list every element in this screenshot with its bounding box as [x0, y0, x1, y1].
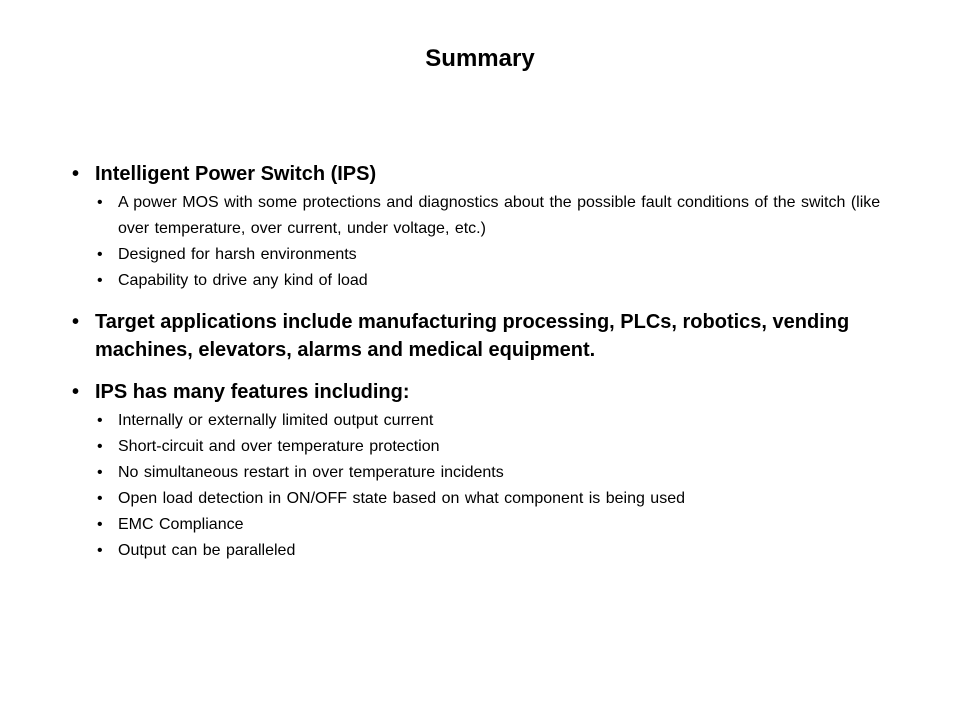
sub-bullet: • No simultaneous restart in over temperature incidents — [95, 460, 892, 486]
bullet-target-applications — [72, 308, 892, 364]
bullet-features — [72, 378, 892, 564]
sub-bullet: • A power MOS with some protections and diagnostics about the possible fault conditions of the switch (like over temperature, over current, under voltage, etc.) — [95, 190, 892, 242]
bullet-list — [72, 160, 892, 564]
sub-bullet-list — [95, 408, 892, 564]
sub-bullet: • Short-circuit and over temperature protection — [95, 434, 892, 460]
bullet-text: Target applications include manufacturing processing, PLCs, robotics, vending machines, elevators, alarms and medical equipment. — [95, 311, 850, 361]
sub-bullet: • EMC Compliance — [95, 512, 892, 538]
bullet-text: Intelligent Power Switch (IPS) — [95, 163, 377, 185]
slide-title: Summary — [425, 45, 535, 72]
sub-bullet: • Designed for harsh environments — [95, 242, 892, 268]
sub-bullet: • Output can be paralleled — [95, 538, 892, 564]
sub-bullet: • Open load detection in ON/OFF state based on what component is being used — [95, 486, 892, 512]
bullet-ips — [72, 160, 892, 294]
bullet-text: IPS has many features including: — [95, 381, 410, 403]
sub-bullet: • Capability to drive any kind of load — [95, 268, 892, 294]
sub-bullet-list — [95, 190, 892, 294]
sub-bullet: • Internally or externally limited output current — [95, 408, 892, 434]
